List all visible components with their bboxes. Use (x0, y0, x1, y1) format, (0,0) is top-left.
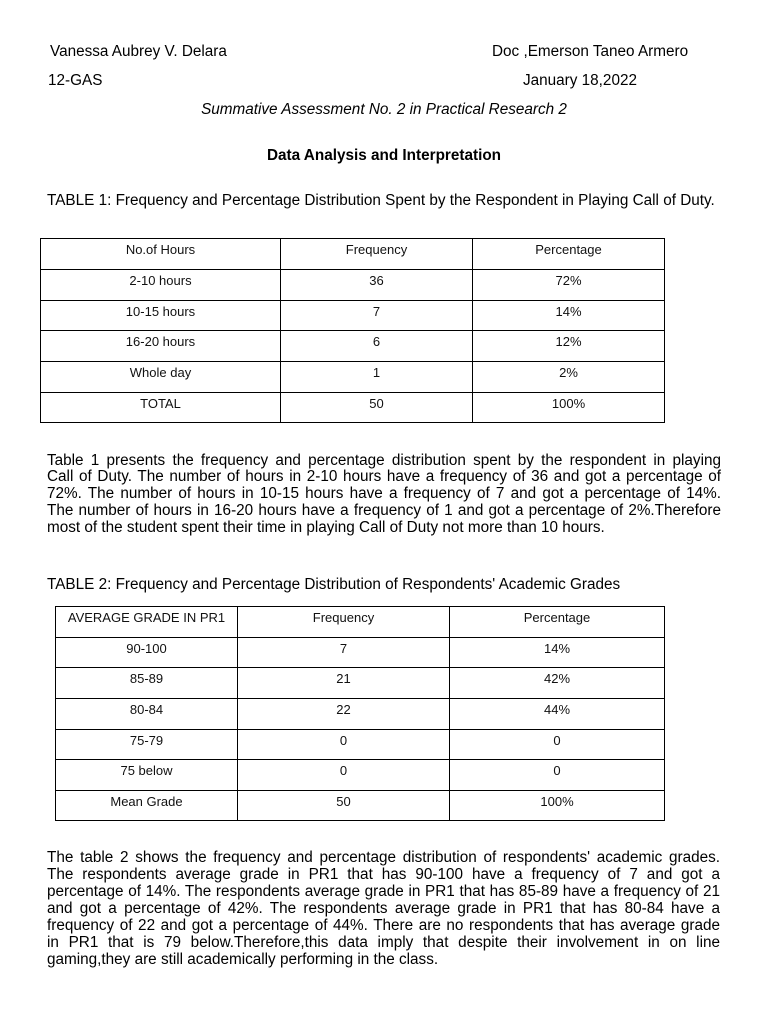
frequency-cell: 0 (238, 760, 450, 791)
frequency-cell: 7 (238, 638, 450, 668)
table2-interpretation-paragraph (47, 849, 720, 968)
paragraph-line: The respondents average grade in PR1 that has 90-100 have a frequency of 7 and got a (47, 865, 720, 883)
grade-cell: 90-100 (56, 638, 238, 668)
paragraph-line: Table 1 presents the frequency and percentage distribution spent by the respondent in playing (47, 451, 721, 469)
percentage-cell: 14% (473, 301, 665, 331)
percentage-cell: 14% (450, 638, 665, 668)
grade-cell: 80-84 (56, 699, 238, 730)
hours-cell: 16-20 hours (41, 331, 281, 362)
table-header-cell: Frequency (281, 239, 473, 270)
frequency-cell: 6 (281, 331, 473, 362)
paragraph-line: in PR1 that is 79 below.Therefore,this data imply that despite their involvement in on line (47, 933, 720, 951)
hours-cell: 2-10 hours (41, 270, 281, 301)
document-date: January 18,2022 (523, 72, 637, 89)
frequency-cell: 7 (281, 301, 473, 331)
frequency-cell: 21 (238, 668, 450, 699)
table-header-cell: Frequency (238, 607, 450, 638)
paragraph-line: Call of Duty. The number of hours in 2-10 hours have a frequency of 36 and got a percentage of (47, 468, 721, 486)
percentage-cell: 100% (473, 393, 665, 423)
table-header-cell: No.of Hours (41, 239, 281, 270)
paragraph-line: and got a percentage of 42%. The respondents average grade in PR1 that has 80-84 have a (47, 899, 720, 917)
grade-cell: 75-79 (56, 730, 238, 760)
table1-caption: TABLE 1: Frequency and Percentage Distribution Spent by the Respondent in Playing Call of Duty. (47, 192, 715, 209)
teacher-name: Doc ,Emerson Taneo Armero (492, 43, 689, 60)
paragraph-line: 72%. The number of hours in 10-15 hours have a frequency of 7 and got a percentage of 14%. (47, 485, 721, 502)
table-header-cell: Percentage (450, 607, 665, 638)
grade-cell: 85-89 (56, 668, 238, 699)
paragraph-line: gaming,they are still academically performing in the class. (47, 950, 439, 968)
percentage-cell: 100% (450, 791, 665, 821)
percentage-cell: 0 (450, 760, 665, 791)
hours-cell: TOTAL (41, 393, 281, 423)
paragraph-line: frequency of 22 and got a percentage of 44%. There are no respondents that has average grade (47, 916, 720, 934)
hours-cell: 10-15 hours (41, 301, 281, 331)
percentage-cell: 42% (450, 668, 665, 699)
grade-section: 12-GAS (48, 72, 103, 89)
grade-cell: Mean Grade (56, 791, 238, 821)
hours-frequency-table (40, 238, 665, 423)
table1-interpretation-paragraph (47, 453, 721, 537)
grades-frequency-table (55, 606, 665, 821)
frequency-cell: 50 (238, 791, 450, 821)
percentage-cell: 12% (473, 331, 665, 362)
table-header-cell: AVERAGE GRADE IN PR1 (56, 607, 238, 638)
hours-cell: Whole day (41, 362, 281, 393)
section-heading: Data Analysis and Interpretation (266, 147, 502, 164)
grade-cell: 75 below (56, 760, 238, 791)
percentage-cell: 2% (473, 362, 665, 393)
percentage-cell: 44% (450, 699, 665, 730)
paragraph-line: most of the student spent their time in playing Call of Duty not more than 10 hours. (47, 518, 605, 536)
paragraph-line: The table 2 shows the frequency and percentage distribution of respondents' academic grades. (47, 848, 720, 866)
frequency-cell: 22 (238, 699, 450, 730)
student-name: Vanessa Aubrey V. Delara (50, 43, 227, 60)
frequency-cell: 50 (281, 393, 473, 423)
table-header-cell: Percentage (473, 239, 665, 270)
percentage-cell: 0 (450, 730, 665, 760)
frequency-cell: 1 (281, 362, 473, 393)
paragraph-line: The number of hours in 16-20 hours have a frequency of 1 and got a percentage of 2%.Therefore (47, 501, 721, 519)
assessment-title: Summative Assessment No. 2 in Practical Research 2 (201, 101, 567, 118)
table2-caption: TABLE 2: Frequency and Percentage Distribution of Respondents' Academic Grades (47, 576, 621, 593)
frequency-cell: 0 (238, 730, 450, 760)
percentage-cell: 72% (473, 270, 665, 301)
paragraph-line: percentage of 14%. The respondents average grade in PR1 that has 85-89 have a frequency of 21 (47, 882, 720, 900)
frequency-cell: 36 (281, 270, 473, 301)
